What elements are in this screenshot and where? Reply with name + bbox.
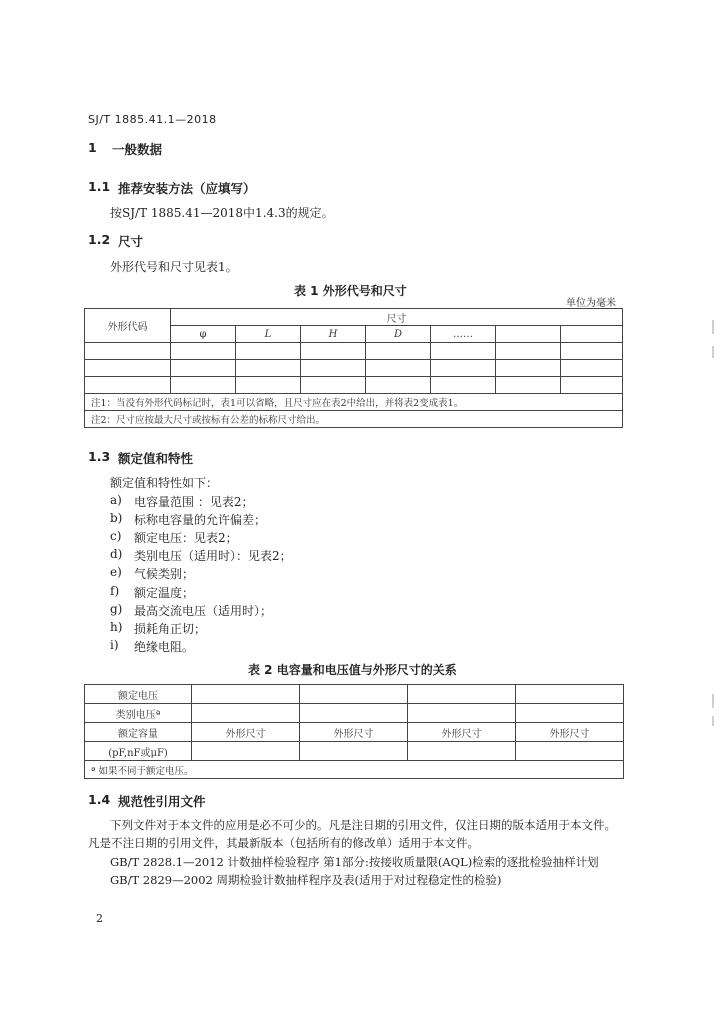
table-1-header-code: 外形代码 bbox=[85, 309, 171, 343]
list-item: 标称电容量的允许偏差； bbox=[134, 513, 267, 527]
section-1-4-paragraph-1: 下列文件对于本文件的应用是必不可少的。凡是注日期的引用文件，仅注日期的版本适用于本文件。 bbox=[110, 818, 616, 832]
list-item-mark: a) bbox=[110, 493, 122, 507]
table-1-subheader: H bbox=[301, 326, 366, 343]
table-2-footnote: ª 如果不同于额定电压。 bbox=[85, 761, 624, 779]
reference-1: GB/T 2828.1—2012 计数抽样检验程序 第1部分:按接收质量限(AQL)检索的逐批检验抽样计划 bbox=[110, 855, 599, 869]
table-2-category-voltage: 类别电压ª bbox=[85, 704, 192, 723]
section-1-1-title: 推荐安装方法（应填写） bbox=[118, 181, 256, 196]
table-row bbox=[85, 377, 623, 394]
table-1-header-dimensions: 尺寸 bbox=[171, 309, 623, 326]
table-2-size-header: 外形尺寸 bbox=[516, 723, 624, 742]
table-2-caption: 表 2 电容量和电压值与外形尺寸的关系 bbox=[248, 663, 457, 677]
section-1-1-number: 1.1 bbox=[88, 179, 111, 194]
list-item: 绝缘电阻。 bbox=[134, 640, 195, 654]
list-item: 气候类别； bbox=[134, 567, 195, 581]
page-number: 2 bbox=[96, 912, 103, 925]
table-1 bbox=[84, 308, 623, 428]
list-item: 额定电压：见表2； bbox=[134, 531, 238, 545]
table-1-subheader: φ bbox=[171, 326, 236, 343]
table-1-caption: 表 1 外形代号和尺寸 bbox=[294, 284, 407, 298]
table-1-unit: 单位为毫米 bbox=[566, 298, 616, 309]
table-1-note-1: 注1：当没有外形代码标记时，表1可以省略，且尺寸应在表2中给出，并将表2变成表1。 bbox=[85, 394, 623, 411]
reference-2: GB/T 2829—2002 周期检验计数抽样程序及表(适用于对过程稳定性的检验) bbox=[110, 873, 502, 887]
section-1-1-text: 按SJ/T 1885.41—2018中1.4.3的规定。 bbox=[110, 206, 334, 220]
section-1-2-text: 外形代号和尺寸见表1。 bbox=[110, 260, 238, 274]
list-item-mark: f) bbox=[110, 584, 120, 598]
scan-mark bbox=[712, 694, 714, 708]
section-1-2-title: 尺寸 bbox=[118, 234, 144, 249]
section-1-3-number: 1.3 bbox=[88, 449, 111, 464]
list-item-mark: i) bbox=[110, 638, 119, 652]
list-item-mark: c) bbox=[110, 529, 122, 543]
list-item-mark: e) bbox=[110, 565, 122, 579]
section-1-2-number: 1.2 bbox=[88, 232, 111, 247]
table-1-subheader: …… bbox=[431, 326, 496, 343]
list-item: 类别电压（适用时）：见表2； bbox=[134, 549, 292, 563]
table-1-subheader: L bbox=[236, 326, 301, 343]
table-2-rated-voltage: 额定电压 bbox=[85, 685, 192, 704]
section-1-3-title: 额定值和特性 bbox=[118, 451, 194, 466]
section-1-title: 一般数据 bbox=[112, 142, 163, 157]
section-1-4-paragraph-2: 凡是不注日期的引用文件，其最新版本（包括所有的修改单）适用于本文件。 bbox=[88, 836, 479, 850]
table-2-rated-capacitance: 额定容量 bbox=[85, 723, 192, 742]
table-1-subheader: D bbox=[366, 326, 431, 343]
list-item: 最高交流电压（适用时）； bbox=[134, 604, 273, 618]
table-2-size-header: 外形尺寸 bbox=[408, 723, 516, 742]
table-2-size-header: 外形尺寸 bbox=[192, 723, 300, 742]
standard-number: SJ/T 1885.41.1—2018 bbox=[88, 113, 217, 126]
table-1-note-2: 注2：尺寸应按最大尺寸或按标有公差的标称尺寸给出。 bbox=[85, 411, 623, 428]
section-1-3-intro: 额定值和特性如下： bbox=[110, 476, 219, 490]
list-item-mark: h) bbox=[110, 620, 123, 634]
list-item-mark: b) bbox=[110, 511, 123, 525]
table-1-empty-cell bbox=[561, 326, 623, 343]
section-1-number: 1 bbox=[88, 140, 97, 155]
table-row bbox=[85, 343, 623, 360]
list-item: 损耗角正切； bbox=[134, 622, 207, 636]
table-2-capacitance-unit: (pF,nF或μF) bbox=[85, 742, 192, 761]
list-item: 额定温度； bbox=[134, 586, 195, 600]
list-item-mark: g) bbox=[110, 602, 123, 616]
list-item: 电容量范围 ：见表2； bbox=[134, 495, 254, 509]
scan-mark bbox=[712, 346, 714, 358]
table-2 bbox=[84, 684, 624, 779]
scan-mark bbox=[712, 716, 714, 726]
table-row bbox=[85, 360, 623, 377]
section-1-4-number: 1.4 bbox=[88, 792, 111, 807]
list-item-mark: d) bbox=[110, 547, 123, 561]
scan-mark bbox=[712, 320, 714, 334]
table-1-empty-cell bbox=[496, 326, 561, 343]
table-2-size-header: 外形尺寸 bbox=[300, 723, 408, 742]
section-1-4-title: 规范性引用文件 bbox=[118, 794, 206, 809]
